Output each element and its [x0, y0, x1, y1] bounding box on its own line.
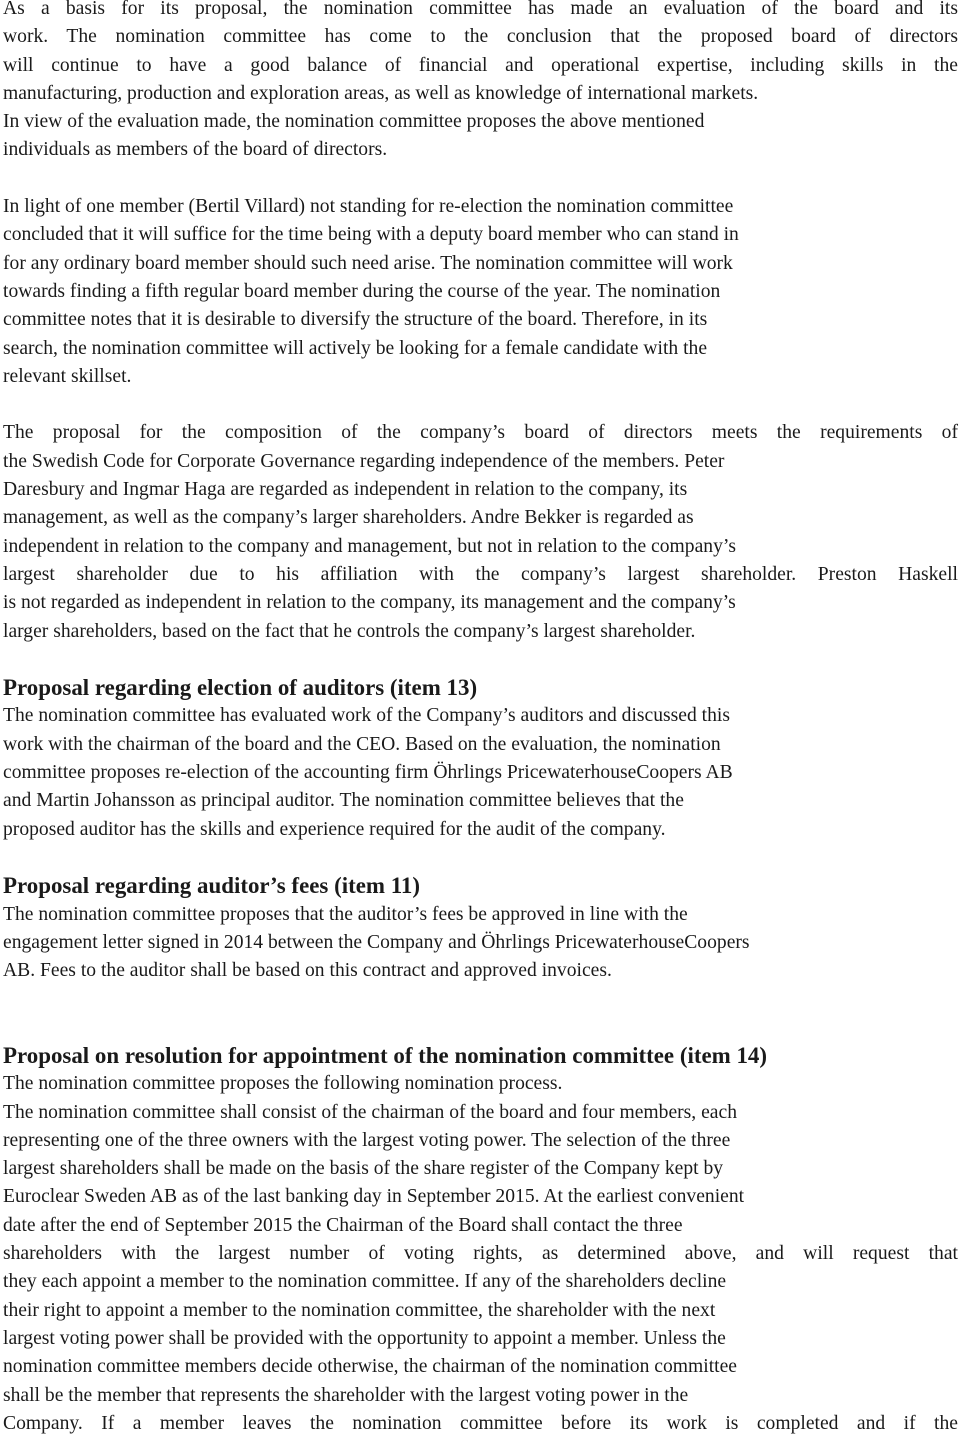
text-line: shareholders with the largest number of voting rights, as determined above, and will request that	[3, 1243, 958, 1265]
text-line: search, the nomination committee will actively be looking for a female candidate with the	[3, 337, 708, 359]
text-line: largest voting power shall be provided with the opportunity to appoint a member. Unless the	[3, 1327, 726, 1349]
text-line: largest shareholders shall be made on the basis of the share register of the Company kept by	[3, 1158, 724, 1180]
paragraph-spacer	[3, 844, 958, 872]
text-line: they each appoint a member to the nomination committee. If any of the shareholders decline	[3, 1271, 727, 1293]
text-line: The nomination committee proposes that the auditor’s fees be approved in line with the	[3, 903, 688, 925]
section-heading-auditors: Proposal regarding election of auditors (item 13)	[3, 675, 478, 701]
paragraph-nomination-process	[3, 1099, 958, 1439]
text-line: relevant skillset.	[3, 365, 132, 387]
text-line: engagement letter signed in 2014 between the Company and Öhrlings PricewaterhouseCoopers	[3, 931, 750, 953]
section-heading-nomination-committee: Proposal on resolution for appointment of the nomination committee (item 14)	[3, 1042, 768, 1068]
text-line: will continue to have a good balance of financial and operational expertise, including skills in the	[3, 54, 958, 76]
text-line: As a basis for its proposal, the nomination committee has made an evaluation of the board and its	[3, 0, 958, 19]
paragraph-auditors	[3, 702, 958, 843]
document-page	[3, 0, 958, 1438]
text-line: largest shareholder due to his affiliation with the company’s largest shareholder. Preston Haskell	[3, 563, 958, 585]
paragraph-spacer	[3, 165, 958, 193]
text-line: proposed auditor has the skills and experience required for the audit of the company.	[3, 818, 666, 840]
text-line: date after the end of September 2015 the Chairman of the Board shall contact the three	[3, 1214, 683, 1236]
text-line: Company. If a member leaves the nomination committee before its work is completed and if the	[3, 1412, 958, 1434]
section-heading-auditor-fees: Proposal regarding auditor’s fees (item 11)	[3, 873, 420, 899]
text-line: AB. Fees to the auditor shall be based on this contract and approved invoices.	[3, 960, 612, 982]
text-line: for any ordinary board member should such need arise. The nomination committee will work	[3, 252, 733, 274]
text-line: nomination committee members decide otherwise, the chairman of the nomination committee	[3, 1356, 738, 1378]
text-line: independent in relation to the company and management, but not in relation to the company’s	[3, 535, 736, 557]
paragraph-spacer	[3, 985, 958, 1042]
text-line: manufacturing, production and exploration areas, as well as knowledge of international markets.	[3, 82, 759, 104]
paragraph-auditor-fees	[3, 901, 958, 986]
text-line: The proposal for the composition of the company’s board of directors meets the requirements of	[3, 422, 958, 444]
text-line: committee notes that it is desirable to diversify the structure of the board. Therefore, in its	[3, 309, 708, 331]
paragraph-independence	[3, 419, 958, 645]
paragraph-nomination-intro	[3, 1070, 958, 1098]
text-line: work. The nomination committee has come to the conclusion that the proposed board of directors	[3, 26, 958, 48]
text-line: larger shareholders, based on the fact that he controls the company’s largest shareholder.	[3, 620, 696, 642]
text-line: The nomination committee shall consist of the chairman of the board and four members, each	[3, 1101, 737, 1123]
text-line: The nomination committee proposes the following nomination process.	[3, 1073, 563, 1095]
text-line: In view of the evaluation made, the nomination committee proposes the above mentioned	[3, 111, 705, 133]
text-line: the Swedish Code for Corporate Governance regarding independence of the members. Peter	[3, 450, 725, 472]
text-line: is not regarded as independent in relation to the company, its management and the company’s	[3, 592, 736, 614]
text-line: work with the chairman of the board and the CEO. Based on the evaluation, the nomination	[3, 733, 721, 755]
paragraph-bertil-villard	[3, 193, 958, 391]
text-line: individuals as members of the board of directors.	[3, 139, 388, 161]
text-line: management, as well as the company’s larger shareholders. Andre Bekker is regarded as	[3, 507, 694, 529]
paragraph-spacer	[3, 646, 958, 674]
text-line: towards finding a fifth regular board member during the course of the year. The nomination	[3, 280, 721, 302]
text-line: In light of one member (Bertil Villard) not standing for re-election the nomination committee	[3, 196, 734, 218]
text-line: Euroclear Sweden AB as of the last banking day in September 2015. At the earliest convenient	[3, 1186, 745, 1208]
text-line: Daresbury and Ingmar Haga are regarded as independent in relation to the company, its	[3, 479, 688, 501]
text-line: concluded that it will suffice for the time being with a deputy board member who can stand in	[3, 224, 739, 246]
text-line: The nomination committee has evaluated work of the Company’s auditors and discussed this	[3, 705, 730, 727]
paragraph-spacer	[3, 391, 958, 419]
text-line: representing one of the three owners with the largest voting power. The selection of the three	[3, 1129, 731, 1151]
text-line: committee proposes re-election of the accounting firm Öhrlings PricewaterhouseCoopers AB	[3, 762, 733, 784]
paragraph-board-evaluation	[3, 0, 958, 165]
text-line: shall be the member that represents the shareholder with the largest voting power in the	[3, 1384, 689, 1406]
text-line: and Martin Johansson as principal auditor. The nomination committee believes that the	[3, 790, 684, 812]
text-line: their right to appoint a member to the nomination committee, the shareholder with the next	[3, 1299, 716, 1321]
